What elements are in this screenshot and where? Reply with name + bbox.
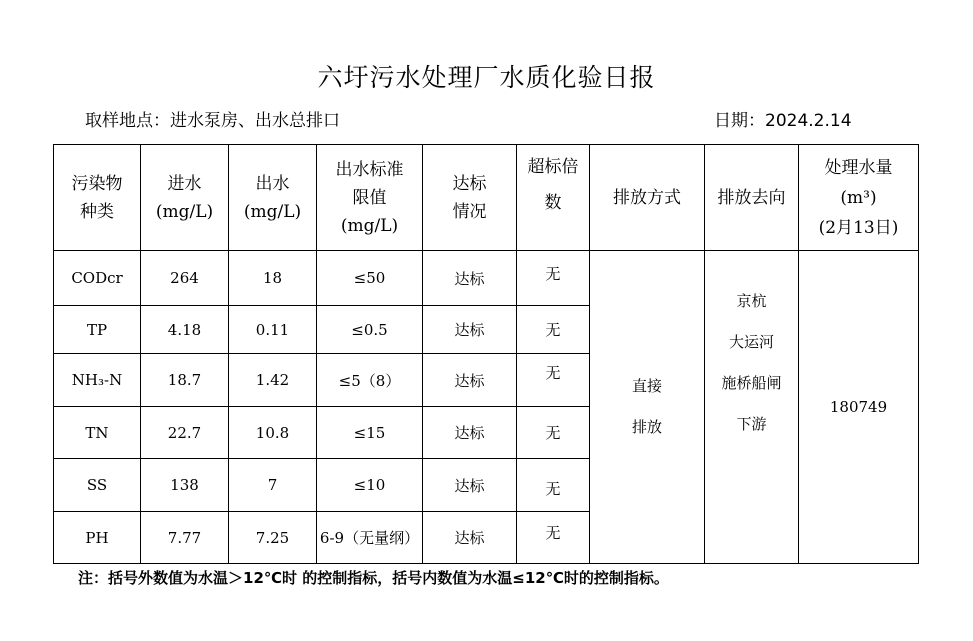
- header-volume: 处理水量 (m³) (2月13日): [799, 145, 919, 251]
- cell-compliance: 达标: [423, 306, 517, 354]
- cell-pollutant: TP: [54, 306, 141, 354]
- footnote: 注：括号外数值为水温＞12℃时 的控制指标，括号内数值为水温≤12℃时的控制指标。: [78, 569, 669, 587]
- treated-volume: 180749: [799, 251, 919, 564]
- cell-compliance: 达标: [423, 407, 517, 459]
- header-compliance: 达标 情况: [423, 145, 517, 251]
- cell-compliance: 达标: [423, 512, 517, 564]
- cell-outflow: 7: [229, 459, 317, 512]
- cell-exceed: 无: [517, 407, 590, 459]
- cell-exceed: 无: [517, 512, 590, 564]
- cell-pollutant: NH₃-N: [54, 354, 141, 407]
- cell-inflow: 264: [141, 251, 229, 306]
- header-exceed: 超标倍 数: [517, 145, 590, 251]
- cell-inflow: 7.77: [141, 512, 229, 564]
- cell-pollutant: TN: [54, 407, 141, 459]
- report-title: 六圩污水处理厂水质化验日报: [317, 63, 656, 92]
- sampling-location: 取样地点：进水泵房、出水总排口: [85, 111, 340, 131]
- cell-exceed: 无: [517, 459, 590, 512]
- cell-limit: ≤15: [317, 407, 423, 459]
- cell-inflow: 138: [141, 459, 229, 512]
- header-method: 排放方式: [590, 145, 705, 251]
- cell-compliance: 达标: [423, 459, 517, 512]
- table-header-row: [54, 145, 919, 251]
- cell-inflow: 4.18: [141, 306, 229, 354]
- cell-outflow: 10.8: [229, 407, 317, 459]
- header-outflow: 出水 (mg/L): [229, 145, 317, 251]
- cell-inflow: 18.7: [141, 354, 229, 407]
- cell-outflow: 1.42: [229, 354, 317, 407]
- cell-limit: ≤0.5: [317, 306, 423, 354]
- cell-pollutant: SS: [54, 459, 141, 512]
- discharge-destination: 京杭 大运河 施桥船闸 下游: [705, 251, 799, 564]
- cell-compliance: 达标: [423, 354, 517, 407]
- cell-limit: ≤50: [317, 251, 423, 306]
- cell-inflow: 22.7: [141, 407, 229, 459]
- table-row: [54, 251, 919, 306]
- cell-exceed: 无: [517, 251, 590, 306]
- cell-limit: ≤5（8）: [317, 354, 423, 407]
- report-date: 日期：2024.2.14: [714, 111, 852, 131]
- header-limit: 出水标准 限值 (mg/L): [317, 145, 423, 251]
- cell-pollutant: CODcr: [54, 251, 141, 306]
- cell-outflow: 7.25: [229, 512, 317, 564]
- cell-exceed: 无: [517, 354, 590, 407]
- header-inflow: 进水 (mg/L): [141, 145, 229, 251]
- water-quality-table: [53, 144, 919, 564]
- cell-compliance: 达标: [423, 251, 517, 306]
- cell-limit: ≤10: [317, 459, 423, 512]
- header-pollutant: 污染物 种类: [54, 145, 141, 251]
- cell-pollutant: PH: [54, 512, 141, 564]
- header-destination: 排放去向: [705, 145, 799, 251]
- cell-outflow: 0.11: [229, 306, 317, 354]
- cell-outflow: 18: [229, 251, 317, 306]
- discharge-method: 直接 排放: [590, 251, 705, 564]
- cell-exceed: 无: [517, 306, 590, 354]
- cell-limit: 6-9（无量纲）: [317, 512, 423, 564]
